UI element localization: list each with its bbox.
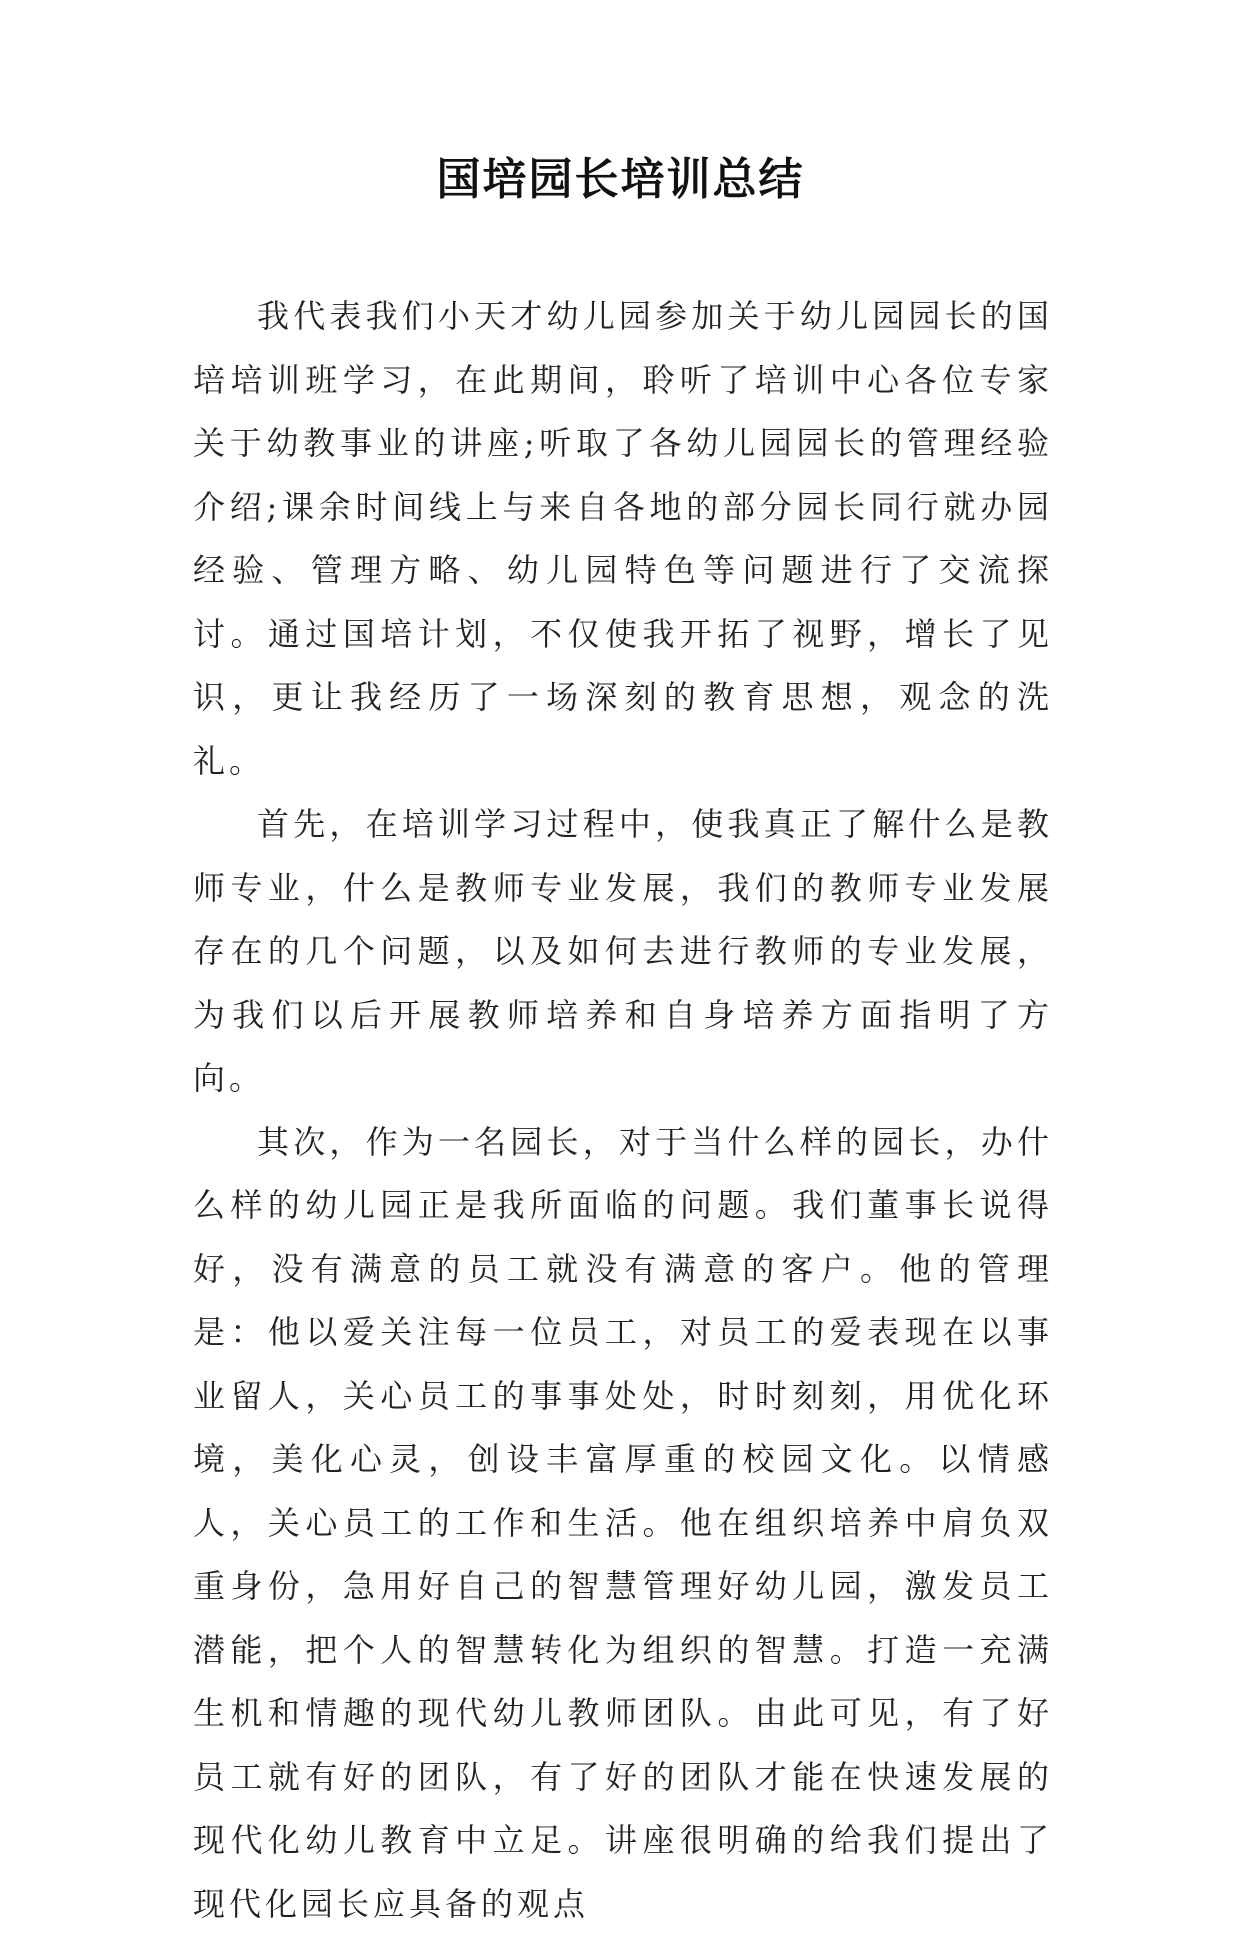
paragraph-second: 其次，作为一名园长，对于当什么样的园长，办什么样的幼儿园正是我所面临的问题。我们董事长说得好，没有满意的员工就没有满意的客户。他的管理是：他以爱关注每一位员工，对员工的爱表现在以事业留人，关心员工的事事处处，时时刻刻，用优化环境，美化心灵，创设丰富厚重的校园文化。以情感人，关心员工的工作和生活。他在组织培养中肩负双重身份，急用好自己的智慧管理好幼儿园，激发员工潜能，把个人的智慧转化为组织的智慧。打造一充满生机和情趣的现代幼儿教师团队。由此可见，有了好员工就有好的团队，有了好的团队才能在快速发展的现代化幼儿教育中立足。讲座很明确的给我们提出了现代化园长应具备的观点: [193, 1111, 1053, 1936]
paragraph-intro: 我代表我们小天才幼儿园参加关于幼儿园园长的国培培训班学习，在此期间，聆听了培训中心各位专家关于幼教事业的讲座;听取了各幼儿园园长的管理经验介绍;课余时间线上与来自各地的部分园长同行就办园经验、管理方略、幼儿园特色等问题进行了交流探讨。通过国培计划，不仅使我开拓了视野，增长了见识，更让我经历了一场深刻的教育思想，观念的洗礼。: [193, 285, 1053, 793]
paragraph-first: 首先，在培训学习过程中，使我真正了解什么是教师专业，什么是教师专业发展，我们的教师专业发展存在的几个问题，以及如何去进行教师的专业发展，为我们以后开展教师培养和自身培养方面指明了方向。: [193, 793, 1053, 1111]
document-title: 国培园长培训总结: [0, 150, 1241, 210]
document-body: [193, 285, 1053, 1936]
